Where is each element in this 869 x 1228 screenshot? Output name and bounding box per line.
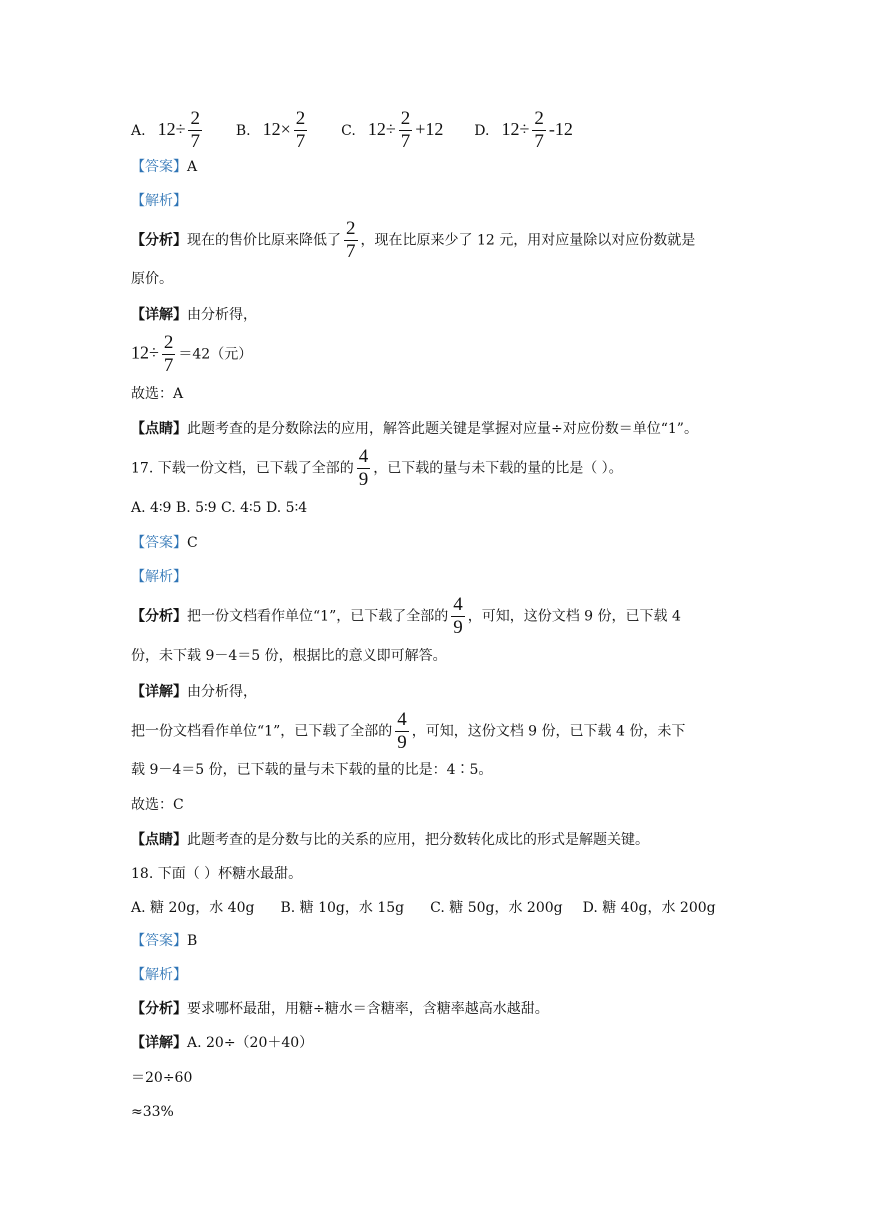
q16-choice: 故选：A xyxy=(131,386,184,402)
q16-fenxi-line2: 原价。 xyxy=(131,271,173,287)
q16-calculation: 12÷ $\frac{2}{7}$ ＝42（元） xyxy=(131,332,253,376)
q16-analysis-heading: 【解析】 xyxy=(131,193,187,209)
q16-answer: 【答案】A xyxy=(131,159,198,175)
q18-options xyxy=(131,898,716,918)
q18-option-a: A. 糖 20g，水 40g xyxy=(131,900,255,916)
q16-option-d: D. 12÷ $\frac{2}{7}$ -12 xyxy=(474,108,573,152)
q16-options xyxy=(131,108,573,153)
fraction: $\frac{4}{9}$ xyxy=(358,446,369,490)
fraction: $\frac{4}{9}$ xyxy=(397,709,407,753)
fraction: $\frac{2}{7}$ xyxy=(534,108,544,152)
fraction: $\frac{2}{7}$ xyxy=(190,108,200,152)
q18-option-b: B. 糖 10g，水 15g xyxy=(280,900,405,916)
q18-option-d: D. 糖 40g，水 200g xyxy=(582,900,716,916)
q17-detail: 把一份文档看作单位“1”，已下载了全部的 $\frac{4}{9}$ ，可知，这份文档 9 份，已下载 4 份，未下 xyxy=(131,709,686,753)
q16-option-b: B. 12× $\frac{2}{7}$ xyxy=(235,108,306,152)
q17-choice: 故选：C xyxy=(131,797,184,813)
q17-analysis-heading: 【解析】 xyxy=(131,569,187,585)
q16-xiangjie: 【详解】由分析得， xyxy=(131,307,257,323)
q16-option-a: A. 12÷ $\frac{2}{7}$ xyxy=(131,108,200,152)
q18-analysis-heading: 【解析】 xyxy=(131,967,187,983)
q18-fenxi: 【分析】要求哪杯最甜，用糖÷糖水＝含糖率，含糖率越高水越甜。 xyxy=(131,1001,549,1017)
q18-step2: ≈33% xyxy=(131,1104,174,1120)
q17-detail-line2: 载 9－4＝5 份，已下载的量与未下载的量的比是：4∶5。 xyxy=(131,762,493,778)
q18-stem: 18. 下面（ ）杯糖水最甜。 xyxy=(131,866,303,882)
fraction: $\frac{2}{7}$ xyxy=(295,108,306,152)
q17-answer: 【答案】C xyxy=(131,535,198,551)
q17-fenxi: 【分析】把一份文档看作单位“1”，已下载了全部的 $\frac{4}{9}$ ，可知，这份文档 9 份，已下载 4 xyxy=(131,594,681,638)
q18-answer: 【答案】B xyxy=(131,933,198,949)
q16-option-c: C. 12÷ $\frac{2}{7}$ +12 xyxy=(341,108,444,152)
q18-option-c: C. 糖 50g，水 200g xyxy=(430,900,563,916)
q17-stem: 17. 下载一份文档，已下载了全部的 $\frac{4}{9}$ ，已下载的量与未下载的量的比是（ ）。 xyxy=(131,446,623,490)
q16-dianjing: 【点睛】此题考查的是分数除法的应用，解答此题关键是掌握对应量÷对应份数＝单位“1”。 xyxy=(131,421,698,437)
q18-step1: ＝20÷60 xyxy=(131,1070,193,1086)
q17-dianjing: 【点睛】此题考查的是分数与比的关系的应用，把分数转化成比的形式是解题关键。 xyxy=(131,832,649,848)
q17-options: A. 4∶9 B. 5∶9 C. 4∶5 D. 5∶4 xyxy=(131,500,308,516)
fraction: $\frac{2}{7}$ xyxy=(163,332,174,376)
fraction: $\frac{4}{9}$ xyxy=(453,594,463,638)
q17-fenxi-line2: 份，未下载 9－4＝5 份，根据比的意义即可解答。 xyxy=(131,648,447,664)
q18-xiangjie: 【详解】A. 20÷（20＋40） xyxy=(131,1035,314,1051)
q17-xiangjie: 【详解】由分析得， xyxy=(131,684,257,700)
fraction: $\frac{2}{7}$ xyxy=(346,218,356,262)
fraction: $\frac{2}{7}$ xyxy=(400,108,411,152)
q16-fenxi: 【分析】现在的售价比原来降低了 $\frac{2}{7}$ ，现在比原来少了 12 元，用对应量除以对应份数就是 xyxy=(131,218,696,262)
